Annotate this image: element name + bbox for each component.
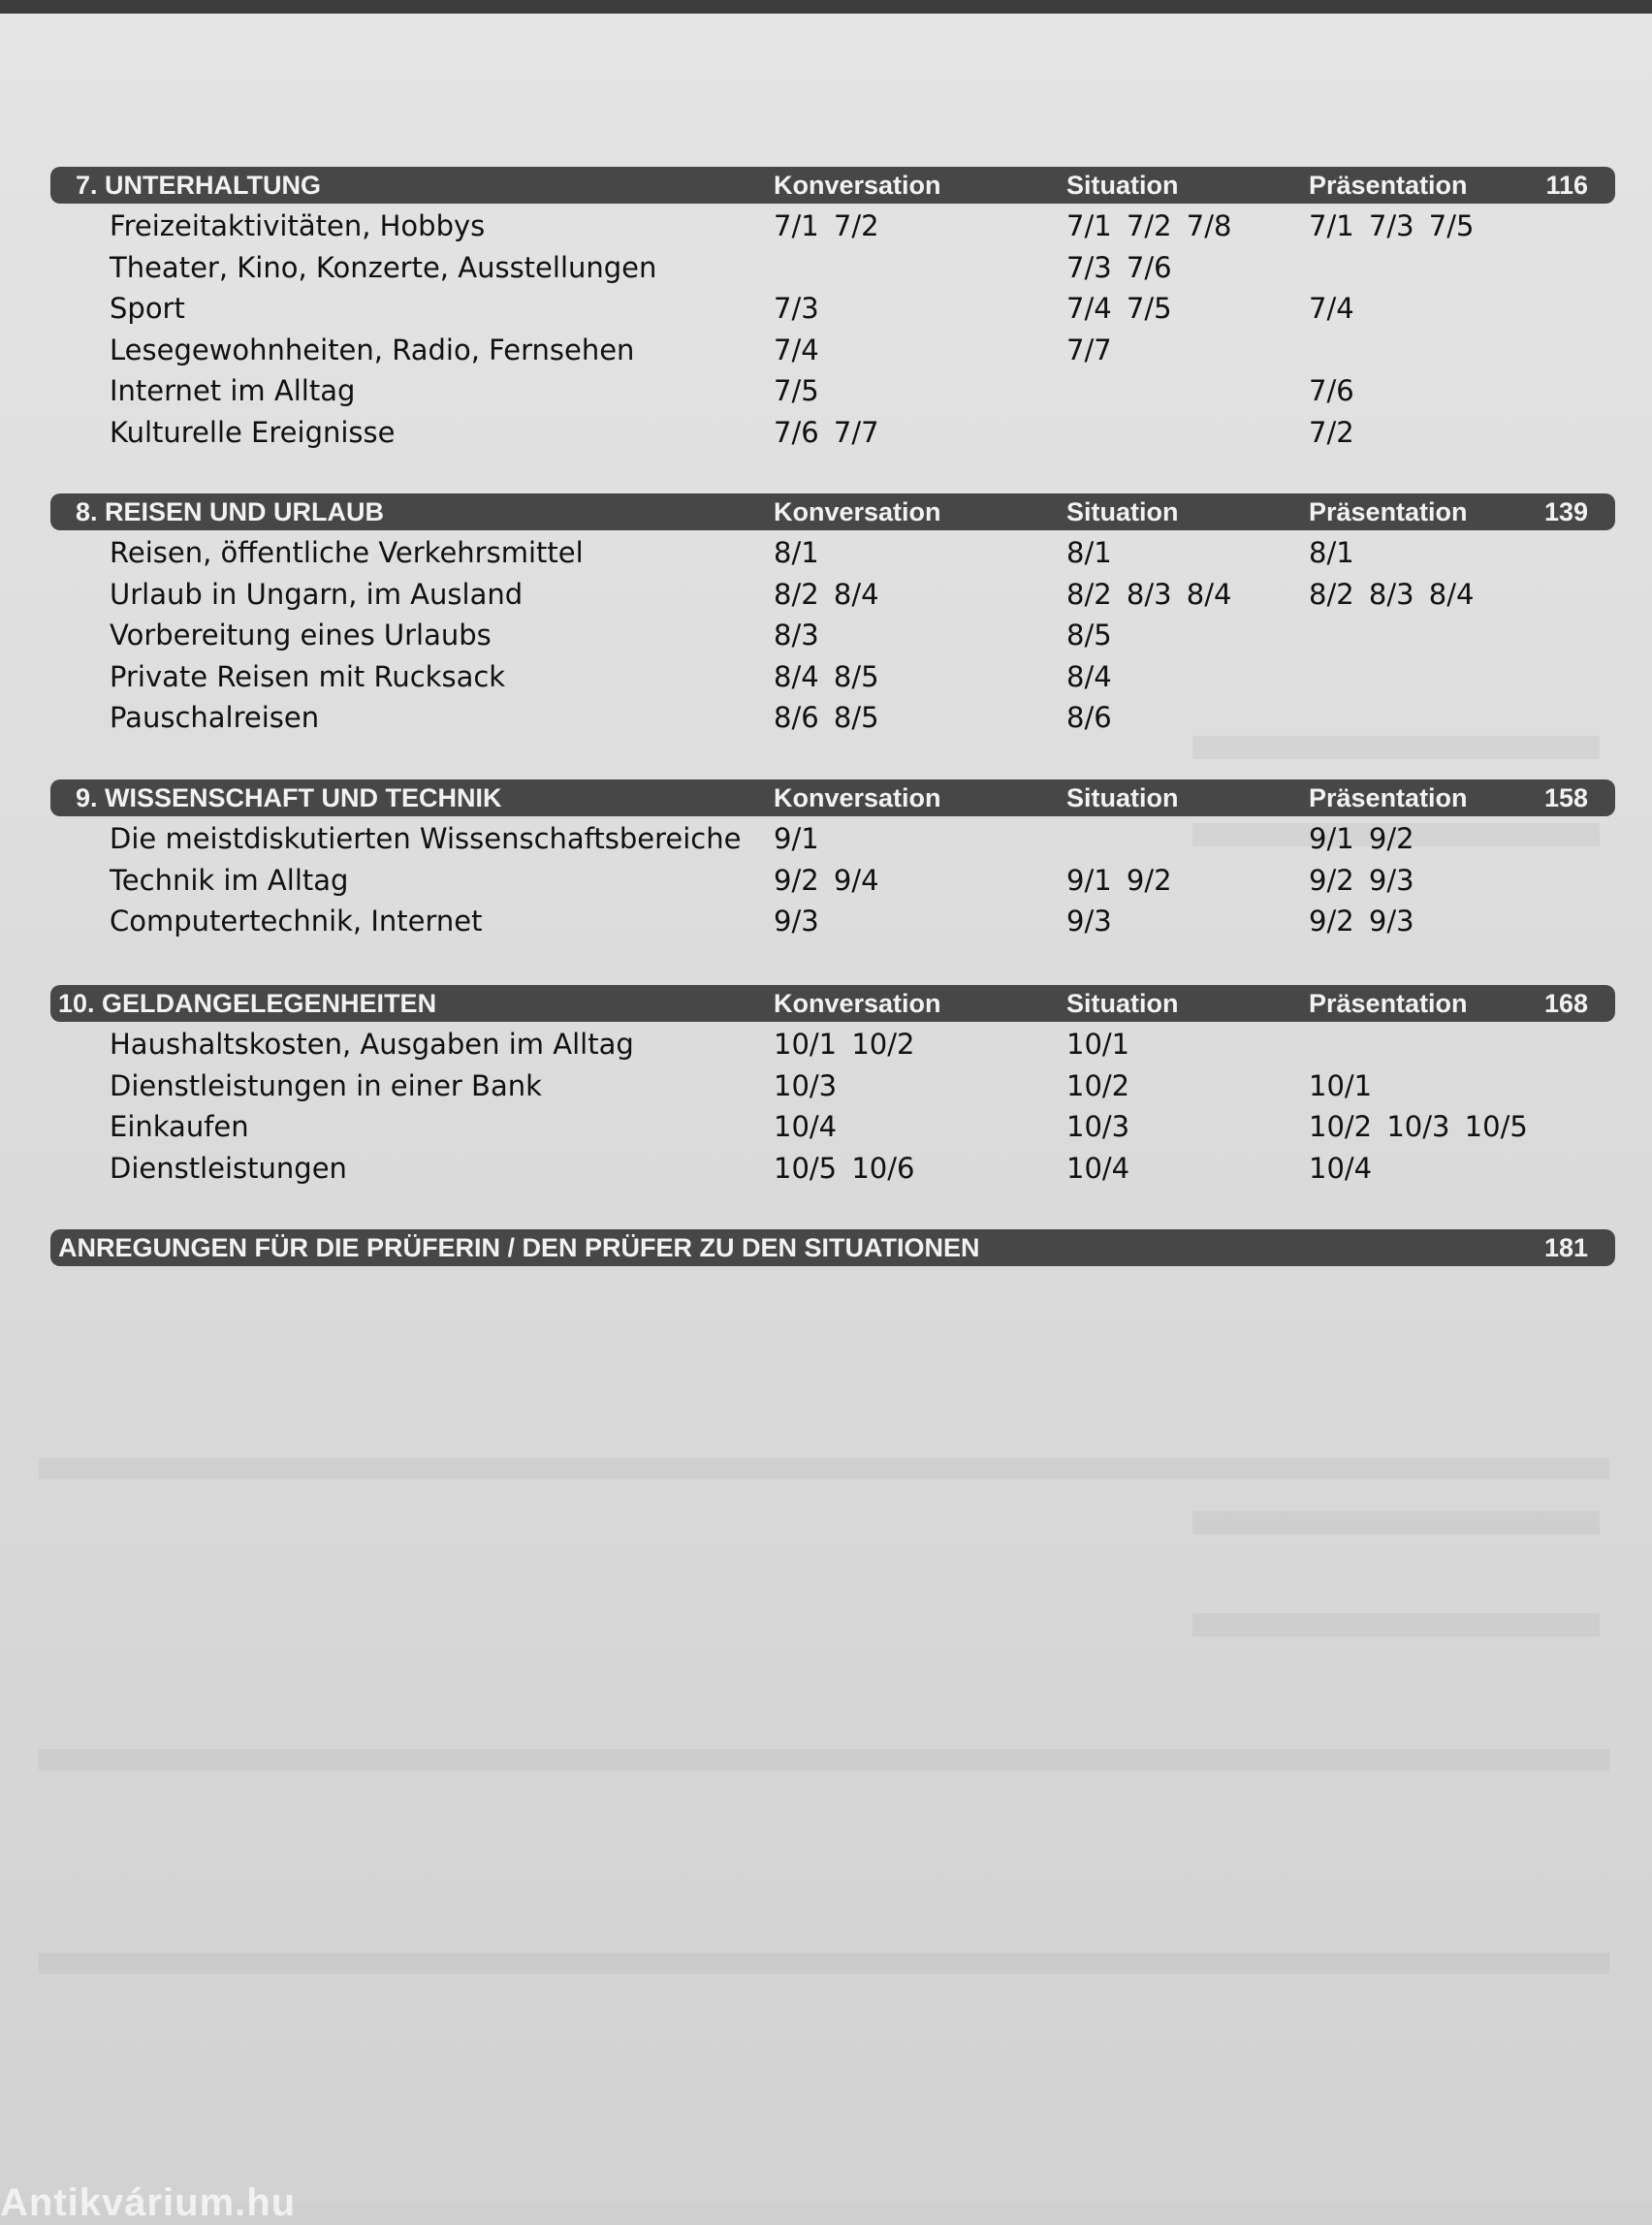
column-praesentation: Präsentation bbox=[1309, 783, 1468, 812]
section-header bbox=[50, 1229, 1615, 1266]
topic: Einkaufen bbox=[110, 1110, 249, 1143]
section-10 bbox=[50, 985, 1615, 1189]
topic-row bbox=[50, 288, 1615, 330]
praesentation-refs: 7/4 bbox=[1309, 292, 1354, 325]
konversation-refs: 9/3 bbox=[774, 905, 819, 938]
topic: Computertechnik, Internet bbox=[110, 905, 483, 938]
konversation-refs: 8/1 bbox=[774, 536, 819, 569]
topic-list bbox=[50, 1024, 1615, 1189]
topic-row bbox=[50, 574, 1615, 616]
column-situation: Situation bbox=[1066, 989, 1179, 1018]
konversation-refs: 10/5 10/6 bbox=[774, 1151, 915, 1185]
topic-row bbox=[50, 860, 1615, 902]
section-title: 9. WISSENSCHAFT UND TECHNIK bbox=[76, 783, 502, 812]
konversation-refs: 10/1 10/2 bbox=[774, 1028, 915, 1061]
topic-row bbox=[50, 656, 1615, 698]
topic-row bbox=[50, 818, 1615, 860]
topic-row bbox=[50, 1106, 1615, 1148]
column-konversation: Konversation bbox=[774, 171, 941, 200]
section-anregungen bbox=[50, 1229, 1615, 1266]
praesentation-refs: 10/4 bbox=[1309, 1151, 1373, 1185]
topic-row bbox=[50, 330, 1615, 371]
section-header bbox=[50, 493, 1615, 530]
top-edge bbox=[0, 0, 1652, 14]
konversation-refs: 8/4 8/5 bbox=[774, 659, 879, 693]
situation-refs: 8/6 bbox=[1066, 701, 1112, 734]
praesentation-refs: 9/2 9/3 bbox=[1309, 863, 1414, 897]
section-title: 10. GELDANGELEGENHEITEN bbox=[58, 989, 437, 1018]
topic: Die meistdiskutierten Wissenschaftsbereiche bbox=[110, 822, 742, 855]
topic: Technik im Alltag bbox=[110, 863, 349, 897]
column-konversation: Konversation bbox=[774, 989, 941, 1018]
situation-refs: 7/4 7/5 bbox=[1066, 292, 1172, 325]
section-8 bbox=[50, 493, 1615, 739]
topic: Reisen, öffentliche Verkehrsmittel bbox=[110, 536, 584, 569]
praesentation-refs: 10/1 bbox=[1309, 1068, 1373, 1102]
konversation-refs: 7/3 bbox=[774, 292, 819, 325]
column-praesentation: Präsentation bbox=[1309, 171, 1468, 200]
situation-refs: 8/2 8/3 8/4 bbox=[1066, 577, 1232, 611]
praesentation-refs: 8/2 8/3 8/4 bbox=[1309, 577, 1475, 611]
situation-refs: 7/3 7/6 bbox=[1066, 250, 1172, 284]
topic: Pauschalreisen bbox=[110, 701, 320, 734]
konversation-refs: 8/6 8/5 bbox=[774, 701, 879, 734]
topic: Private Reisen mit Rucksack bbox=[110, 659, 506, 693]
situation-refs: 7/7 bbox=[1066, 333, 1112, 366]
situation-refs: 10/3 bbox=[1066, 1110, 1130, 1143]
praesentation-refs: 7/6 bbox=[1309, 374, 1354, 407]
watermark: Antikvárium.hu bbox=[0, 2181, 297, 2224]
situation-refs: 10/2 bbox=[1066, 1068, 1130, 1102]
page-number: 158 bbox=[1543, 783, 1588, 812]
page-number: 116 bbox=[1545, 171, 1588, 200]
konversation-refs: 7/5 bbox=[774, 374, 819, 407]
topic-row bbox=[50, 412, 1615, 454]
topic: Sport bbox=[110, 292, 185, 325]
topic-row bbox=[50, 697, 1615, 739]
topic-row bbox=[50, 1024, 1615, 1065]
column-konversation: Konversation bbox=[774, 783, 941, 812]
topic: Freizeitaktivitäten, Hobbys bbox=[110, 209, 486, 242]
section-title: 8. REISEN UND URLAUB bbox=[76, 497, 385, 526]
topic: Vorbereitung eines Urlaubs bbox=[110, 619, 492, 652]
situation-refs: 7/1 7/2 7/8 bbox=[1066, 209, 1232, 242]
konversation-refs: 9/1 bbox=[774, 822, 819, 855]
topic-row bbox=[50, 370, 1615, 412]
section-9 bbox=[50, 779, 1615, 942]
section-header bbox=[50, 779, 1615, 816]
praesentation-refs: 10/2 10/3 10/5 bbox=[1309, 1110, 1528, 1143]
column-situation: Situation bbox=[1066, 171, 1179, 200]
konversation-refs: 9/2 9/4 bbox=[774, 863, 879, 897]
section-header bbox=[50, 167, 1615, 204]
situation-refs: 8/1 bbox=[1066, 536, 1112, 569]
konversation-refs: 7/6 7/7 bbox=[774, 415, 879, 449]
topic-list bbox=[50, 818, 1615, 942]
topic-row bbox=[50, 532, 1615, 574]
praesentation-refs: 8/1 bbox=[1309, 536, 1354, 569]
topic-row bbox=[50, 615, 1615, 656]
column-situation: Situation bbox=[1066, 497, 1179, 526]
topic-list bbox=[50, 532, 1615, 739]
topic-row bbox=[50, 901, 1615, 942]
praesentation-refs: 9/1 9/2 bbox=[1309, 822, 1414, 855]
topic: Internet im Alltag bbox=[110, 374, 356, 407]
section-title: ANREGUNGEN FÜR DIE PRÜFERIN / DEN PRÜFER ZU DEN SITUATIONEN bbox=[58, 1233, 980, 1262]
topic: Urlaub in Ungarn, im Ausland bbox=[110, 577, 524, 611]
topic: Kulturelle Ereignisse bbox=[110, 415, 396, 449]
section-7 bbox=[50, 167, 1615, 453]
topic-row bbox=[50, 1148, 1615, 1190]
konversation-refs: 8/3 bbox=[774, 619, 819, 652]
topic-row bbox=[50, 247, 1615, 289]
konversation-refs: 10/3 bbox=[774, 1068, 838, 1102]
praesentation-refs: 7/1 7/3 7/5 bbox=[1309, 209, 1475, 242]
column-konversation: Konversation bbox=[774, 497, 941, 526]
konversation-refs: 7/4 bbox=[774, 333, 819, 366]
page-number: 181 bbox=[1543, 1233, 1588, 1262]
praesentation-refs: 7/2 bbox=[1309, 415, 1354, 449]
page bbox=[0, 14, 1652, 2224]
topic-list bbox=[50, 206, 1615, 453]
page-number: 139 bbox=[1543, 497, 1588, 526]
situation-refs: 8/5 bbox=[1066, 619, 1112, 652]
situation-refs: 8/4 bbox=[1066, 659, 1112, 693]
section-header bbox=[50, 985, 1615, 1022]
section-title: 7. UNTERHALTUNG bbox=[76, 171, 321, 200]
topic: Dienstleistungen bbox=[110, 1151, 347, 1185]
situation-refs: 10/4 bbox=[1066, 1151, 1130, 1185]
topic: Lesegewohnheiten, Radio, Fernsehen bbox=[110, 333, 635, 366]
topic: Theater, Kino, Konzerte, Ausstellungen bbox=[110, 250, 657, 284]
topic-row bbox=[50, 206, 1615, 247]
column-situation: Situation bbox=[1066, 783, 1179, 812]
situation-refs: 10/1 bbox=[1066, 1028, 1130, 1061]
topic: Dienstleistungen in einer Bank bbox=[110, 1068, 542, 1102]
column-praesentation: Präsentation bbox=[1309, 497, 1468, 526]
page-number: 168 bbox=[1543, 989, 1588, 1018]
situation-refs: 9/1 9/2 bbox=[1066, 863, 1172, 897]
situation-refs: 9/3 bbox=[1066, 905, 1112, 938]
konversation-refs: 8/2 8/4 bbox=[774, 577, 879, 611]
konversation-refs: 10/4 bbox=[774, 1110, 838, 1143]
praesentation-refs: 9/2 9/3 bbox=[1309, 905, 1414, 938]
column-praesentation: Präsentation bbox=[1309, 989, 1468, 1018]
konversation-refs: 7/1 7/2 bbox=[774, 209, 879, 242]
topic-row bbox=[50, 1065, 1615, 1107]
topic: Haushaltskosten, Ausgaben im Alltag bbox=[110, 1028, 634, 1061]
